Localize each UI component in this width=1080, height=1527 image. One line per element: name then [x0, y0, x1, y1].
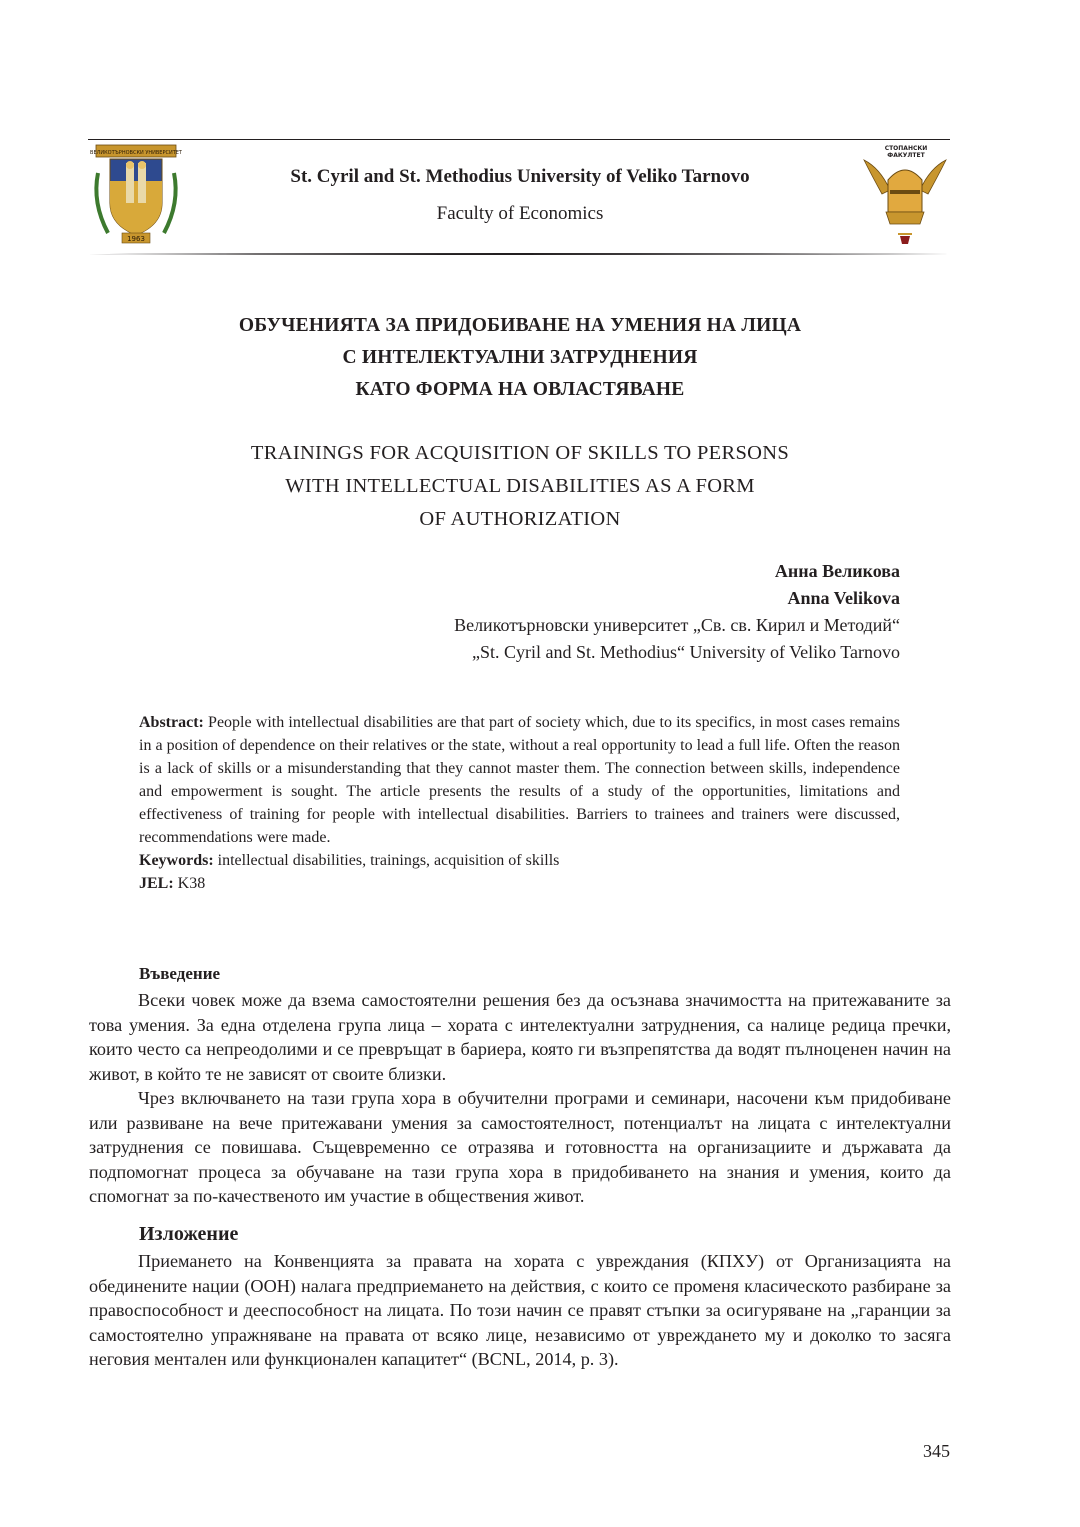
exposition-body — [89, 1249, 951, 1372]
intro-paragraph-2: Чрез включването на тази група хора в обучителни програми и семинари, насочени към придобиване или развиване на вече притежавани умения за самостоятелност, потенциалът на лицата с интелектуални затруднения се повишава. Същевременно се отразява и готовността на организациите и държавата да подпомогнат процеса за обучаване на тази група хора в придобиването на знания и умения, които да спомогнат за по-качественото им участие в обществения живот. — [89, 1088, 951, 1206]
title-en-line3: OF AUTHORIZATION — [419, 508, 621, 530]
header-bottom-rule — [88, 252, 950, 256]
intro-paragraph-1: Всеки човек може да взема самостоятелни решения без да осъзнава значимостта на притежаваните за това умения. За една отделена група лица – хората с интелектуални затруднения, са налице редица пречки, които често са непреодолими и се превръщат в бариера, която ги възпрепятства да водят пълноценен начин на живот, в който те не зависят от своите близки. — [89, 990, 951, 1084]
title-en-line1: TRAININGS FOR ACQUISITION OF SKILLS TO PERSONS — [250, 442, 790, 464]
title-bg-line2: С ИНТЕЛЕКТУАЛНИ ЗАТРУДНЕНИЯ — [342, 347, 698, 368]
page-number: 345 — [923, 1441, 950, 1461]
crest-banner-text: ВЕЛИКОТЪРНОВСКИ УНИВЕРСИТЕТ — [90, 150, 182, 156]
header-top-rule — [88, 139, 950, 140]
jel-code: K38 — [177, 875, 206, 892]
emblem-text-line1: СТОПАНСКИ — [884, 145, 928, 152]
author-affiliation-bg: Великотърновски университет „Св. св. Кирил и Методий“ — [454, 615, 900, 635]
title-english — [90, 437, 950, 536]
university-crest-icon — [88, 143, 183, 245]
author-name-en: Anna Velikova — [787, 588, 900, 608]
title-bg-line1: ОБУЧЕНИЯТА ЗА ПРИДОБИВАНЕ НА УМЕНИЯ НА ЛИЦА — [238, 315, 802, 336]
faculty-helmet-emblem-icon — [860, 140, 950, 250]
introduction-body — [89, 988, 951, 1209]
section-heading-exposition: Изложение — [139, 1223, 239, 1245]
abstract-label: Abstract: — [139, 714, 204, 731]
author-name-bg: Анна Великова — [774, 561, 900, 581]
jel-label: JEL: — [139, 875, 174, 892]
title-en-line2: WITH INTELLECTUAL DISABILITIES AS A FORM — [285, 475, 755, 497]
section-heading-introduction: Въведение — [139, 964, 221, 983]
keywords-label: Keywords: — [139, 852, 214, 869]
university-name: St. Cyril and St. Methodius University of Veliko Tarnovo — [290, 166, 750, 187]
title-bg-line3: КАТО ФОРМА НА ОВЛАСТЯВАНЕ — [355, 379, 685, 400]
faculty-name: Faculty of Economics — [436, 203, 604, 224]
crest-year-text: 1963 — [127, 235, 145, 243]
emblem-text-line2: ФАКУЛТЕТ — [887, 152, 925, 159]
title-bulgarian — [90, 310, 950, 406]
author-affiliation-en: „St. Cyril and St. Methodius“ University of Veliko Tarnovo — [471, 642, 900, 662]
keywords-text: intellectual disabilities, trainings, acquisition of skills — [217, 852, 560, 869]
abstract-text: People with intellectual disabilities are that part of society which, due to its specifics, in most cases remains in a position of dependence on their relatives or the state, without a real opportunity to lead a full life. Often the reason is a lack of skills or a misunderstanding that they cannot master them. The connection between skills, independence and empowerment is sought. The article presents the results of a study of the opportunities, limitations and effectiveness of training for people with intellectual disabilities. Barriers to trainees and trainers were discussed, recommendations were made. — [139, 714, 901, 846]
abstract-block — [139, 711, 900, 895]
expo-paragraph-1: Приемането на Конвенцията за правата на хората с увреждания (КПХУ) от Организацията на обединените нации (ООН) налага предприемането на действия, с които се променя класическото разбиране за правоспособност и дееспособност на лицата. По този начин се правят стъпки за осигуряване на „гаранции за самостоятелно упражняване на правата от всяко лице, независимо от увреждането му и доколко то засяга неговия ментален или функционален капацитет“ (BCNL, 2014, p. 3). — [89, 1251, 951, 1369]
